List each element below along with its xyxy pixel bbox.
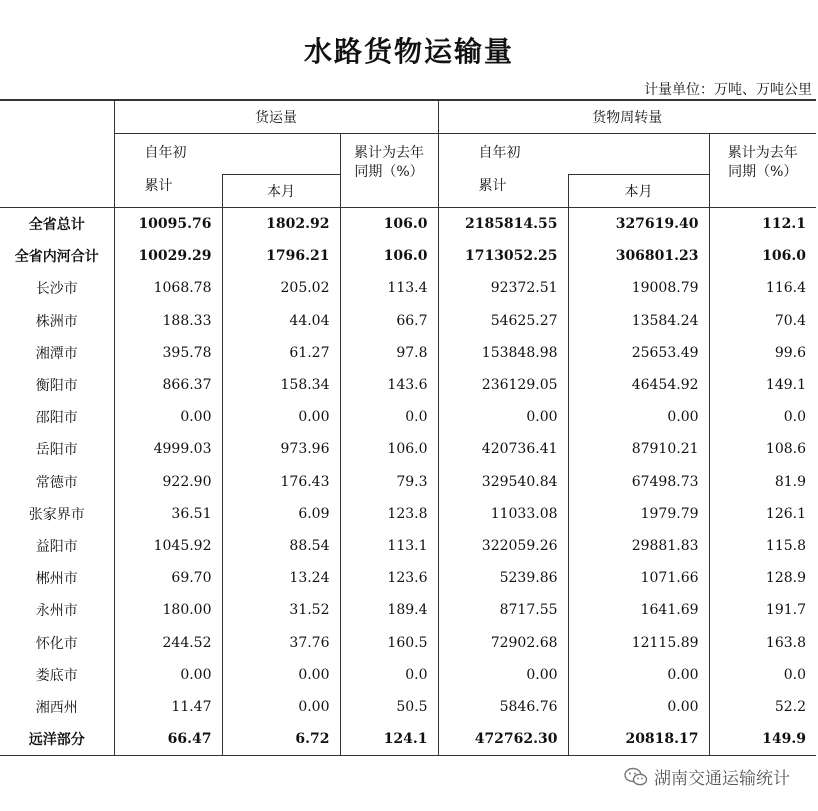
cell-t-yoy: 116.4: [709, 272, 816, 304]
cell-fv-month: 1796.21: [222, 240, 340, 272]
row-name: 娄底市: [35, 667, 78, 684]
cell-fv-yoy: 123.6: [340, 562, 438, 594]
table-row: [0, 530, 816, 562]
cell-t-ytd: 236129.05: [438, 369, 568, 401]
table-row: [0, 691, 816, 723]
header-t-ytd-line1: 自年初: [478, 145, 521, 161]
cell-t-ytd: 92372.51: [438, 272, 568, 304]
row-name: 衡阳市: [35, 378, 78, 395]
cell-fv-month: 37.76: [222, 626, 340, 658]
watermark: [624, 764, 790, 789]
cell-fv-month: 158.34: [222, 369, 340, 401]
cell-fv-yoy: 189.4: [340, 594, 438, 626]
row-name: 常德市: [35, 474, 78, 491]
header-t-yoy: [709, 134, 816, 208]
cell-t-yoy: 0.0: [709, 659, 816, 691]
cell-fv-yoy: 106.0: [340, 433, 438, 465]
table-row: [0, 337, 816, 369]
cell-t-yoy: 112.1: [709, 208, 816, 241]
cell-fv-yoy: 113.4: [340, 272, 438, 304]
header-fv-month: 本月: [222, 175, 340, 208]
cell-fv-ytd: 180.00: [114, 594, 222, 626]
row-name: 远洋部分: [0, 723, 114, 756]
cell-t-yoy: 106.0: [709, 240, 816, 272]
cell-t-month: 20818.17: [568, 723, 709, 756]
header-blank: [0, 100, 114, 208]
cell-fv-month: 1802.92: [222, 208, 340, 241]
header-t-month: 本月: [568, 175, 709, 208]
table-body: [0, 208, 816, 756]
header-row-2: [0, 134, 816, 175]
row-name: 全省内河合计: [14, 249, 99, 266]
table-row: [0, 272, 816, 304]
cell-t-yoy: 0.0: [709, 401, 816, 433]
cell-t-month: 1979.79: [568, 498, 709, 530]
cell-fv-month: 176.43: [222, 466, 340, 498]
cell-fv-ytd: 11.47: [114, 691, 222, 723]
row-name: 永州市: [35, 603, 78, 620]
cell-t-month: 0.00: [568, 691, 709, 723]
row-name: 益阳市: [35, 538, 78, 555]
header-fv-yoy-line2: 同期（%）: [354, 164, 424, 180]
cell-t-yoy: 191.7: [709, 594, 816, 626]
cell-t-yoy: 99.6: [709, 337, 816, 369]
cell-fv-yoy: 50.5: [340, 691, 438, 723]
cell-t-ytd: 329540.84: [438, 466, 568, 498]
header-fv-ytd-sub: 累计: [114, 175, 222, 208]
cell-t-ytd: 1713052.25: [438, 240, 568, 272]
cell-t-yoy: 115.8: [709, 530, 816, 562]
cell-t-yoy: 108.6: [709, 433, 816, 465]
cell-t-month: 67498.73: [568, 466, 709, 498]
page-title: 水路货物运输量: [303, 35, 514, 68]
table-row: [0, 240, 816, 272]
table-row: [0, 498, 816, 530]
cell-fv-ytd: 0.00: [114, 659, 222, 691]
cell-t-yoy: 163.8: [709, 626, 816, 658]
cell-t-ytd: 5239.86: [438, 562, 568, 594]
row-name: 郴州市: [35, 571, 78, 588]
cell-t-month: 1641.69: [568, 594, 709, 626]
cell-t-yoy: 70.4: [709, 305, 816, 337]
table-row: [0, 369, 816, 401]
cell-fv-yoy: 0.0: [340, 659, 438, 691]
header-t-ytd-sub: 累计: [438, 175, 568, 208]
cell-fv-ytd: 922.90: [114, 466, 222, 498]
cell-t-ytd: 0.00: [438, 659, 568, 691]
cell-fv-ytd: 66.47: [114, 723, 222, 756]
cell-fv-yoy: 97.8: [340, 337, 438, 369]
cell-fv-yoy: 143.6: [340, 369, 438, 401]
cell-t-ytd: 472762.30: [438, 723, 568, 756]
cell-fv-month: 6.09: [222, 498, 340, 530]
cell-t-month: 13584.24: [568, 305, 709, 337]
cell-fv-month: 31.52: [222, 594, 340, 626]
table-row: [0, 594, 816, 626]
header-fv-yoy-line1: 累计为去年: [354, 145, 424, 161]
cell-fv-yoy: 79.3: [340, 466, 438, 498]
row-name: 湘潭市: [35, 345, 78, 362]
row-name: 岳阳市: [35, 442, 78, 459]
cell-t-ytd: 72902.68: [438, 626, 568, 658]
table-row: [0, 466, 816, 498]
cell-fv-yoy: 113.1: [340, 530, 438, 562]
cell-t-month: 0.00: [568, 401, 709, 433]
cell-fv-month: 0.00: [222, 401, 340, 433]
cell-t-month: 0.00: [568, 659, 709, 691]
cell-fv-yoy: 106.0: [340, 208, 438, 241]
cell-t-month: 12115.89: [568, 626, 709, 658]
cell-fv-month: 0.00: [222, 691, 340, 723]
table-row: [0, 626, 816, 658]
cell-fv-ytd: 4999.03: [114, 433, 222, 465]
cell-fv-ytd: 395.78: [114, 337, 222, 369]
cell-t-month: 1071.66: [568, 562, 709, 594]
cell-fv-month: 61.27: [222, 337, 340, 369]
header-fv-ytd-line1: 自年初: [144, 145, 187, 161]
cell-t-ytd: 420736.41: [438, 433, 568, 465]
cell-t-yoy: 149.9: [709, 723, 816, 756]
cell-fv-yoy: 66.7: [340, 305, 438, 337]
header-fv-ytd: [114, 134, 340, 175]
cell-t-ytd: 0.00: [438, 401, 568, 433]
freight-table: [0, 99, 816, 756]
cell-fv-ytd: 69.70: [114, 562, 222, 594]
header-row-1: [0, 100, 816, 134]
cell-fv-month: 6.72: [222, 723, 340, 756]
cell-fv-month: 13.24: [222, 562, 340, 594]
cell-fv-yoy: 0.0: [340, 401, 438, 433]
cell-t-ytd: 54625.27: [438, 305, 568, 337]
cell-fv-ytd: 10095.76: [114, 208, 222, 241]
watermark-text: 湖南交通运输统计: [654, 769, 790, 789]
cell-t-month: 25653.49: [568, 337, 709, 369]
cell-fv-ytd: 188.33: [114, 305, 222, 337]
row-name: 邵阳市: [35, 410, 78, 427]
cell-fv-ytd: 0.00: [114, 401, 222, 433]
table-row: [0, 401, 816, 433]
cell-t-ytd: 153848.98: [438, 337, 568, 369]
cell-t-ytd: 322059.26: [438, 530, 568, 562]
cell-fv-ytd: 866.37: [114, 369, 222, 401]
header-turnover: 货物周转量: [438, 100, 816, 134]
cell-fv-ytd: 1045.92: [114, 530, 222, 562]
cell-fv-ytd: 1068.78: [114, 272, 222, 304]
cell-fv-yoy: 106.0: [340, 240, 438, 272]
table-row: [0, 208, 816, 241]
table-row: [0, 305, 816, 337]
cell-fv-yoy: 124.1: [340, 723, 438, 756]
cell-t-month: 87910.21: [568, 433, 709, 465]
cell-t-yoy: 149.1: [709, 369, 816, 401]
cell-fv-ytd: 36.51: [114, 498, 222, 530]
cell-t-ytd: 5846.76: [438, 691, 568, 723]
cell-t-ytd: 11033.08: [438, 498, 568, 530]
table-row: [0, 723, 816, 756]
wechat-icon: [624, 767, 648, 787]
cell-fv-ytd: 244.52: [114, 626, 222, 658]
cell-t-month: 306801.23: [568, 240, 709, 272]
row-name: 怀化市: [35, 635, 78, 652]
cell-fv-month: 205.02: [222, 272, 340, 304]
header-freight-volume: 货运量: [114, 100, 438, 134]
cell-fv-month: 973.96: [222, 433, 340, 465]
row-name: 湘西州: [35, 699, 78, 716]
cell-fv-month: 0.00: [222, 659, 340, 691]
cell-t-yoy: 128.9: [709, 562, 816, 594]
cell-t-yoy: 52.2: [709, 691, 816, 723]
cell-t-yoy: 81.9: [709, 466, 816, 498]
table-row: [0, 433, 816, 465]
header-t-ytd: [438, 134, 709, 175]
cell-t-month: 46454.92: [568, 369, 709, 401]
cell-t-ytd: 8717.55: [438, 594, 568, 626]
cell-fv-yoy: 160.5: [340, 626, 438, 658]
header-t-yoy-line1: 累计为去年: [727, 145, 798, 161]
cell-fv-ytd: 10029.29: [114, 240, 222, 272]
table-row: [0, 562, 816, 594]
cell-fv-month: 88.54: [222, 530, 340, 562]
row-name: 株洲市: [35, 313, 78, 330]
unit-label: 计量单位：万吨、万吨公里: [644, 82, 812, 98]
header-t-yoy-line2: 同期（%）: [728, 164, 798, 180]
cell-fv-month: 44.04: [222, 305, 340, 337]
cell-t-month: 19008.79: [568, 272, 709, 304]
cell-t-month: 29881.83: [568, 530, 709, 562]
cell-t-ytd: 2185814.55: [438, 208, 568, 241]
row-name: 全省总计: [28, 217, 85, 234]
row-name: 张家界市: [28, 506, 85, 523]
cell-t-month: 327619.40: [568, 208, 709, 241]
header-fv-yoy: [340, 134, 438, 208]
cell-fv-yoy: 123.8: [340, 498, 438, 530]
row-name: 长沙市: [35, 281, 78, 298]
table-row: [0, 659, 816, 691]
cell-t-yoy: 126.1: [709, 498, 816, 530]
